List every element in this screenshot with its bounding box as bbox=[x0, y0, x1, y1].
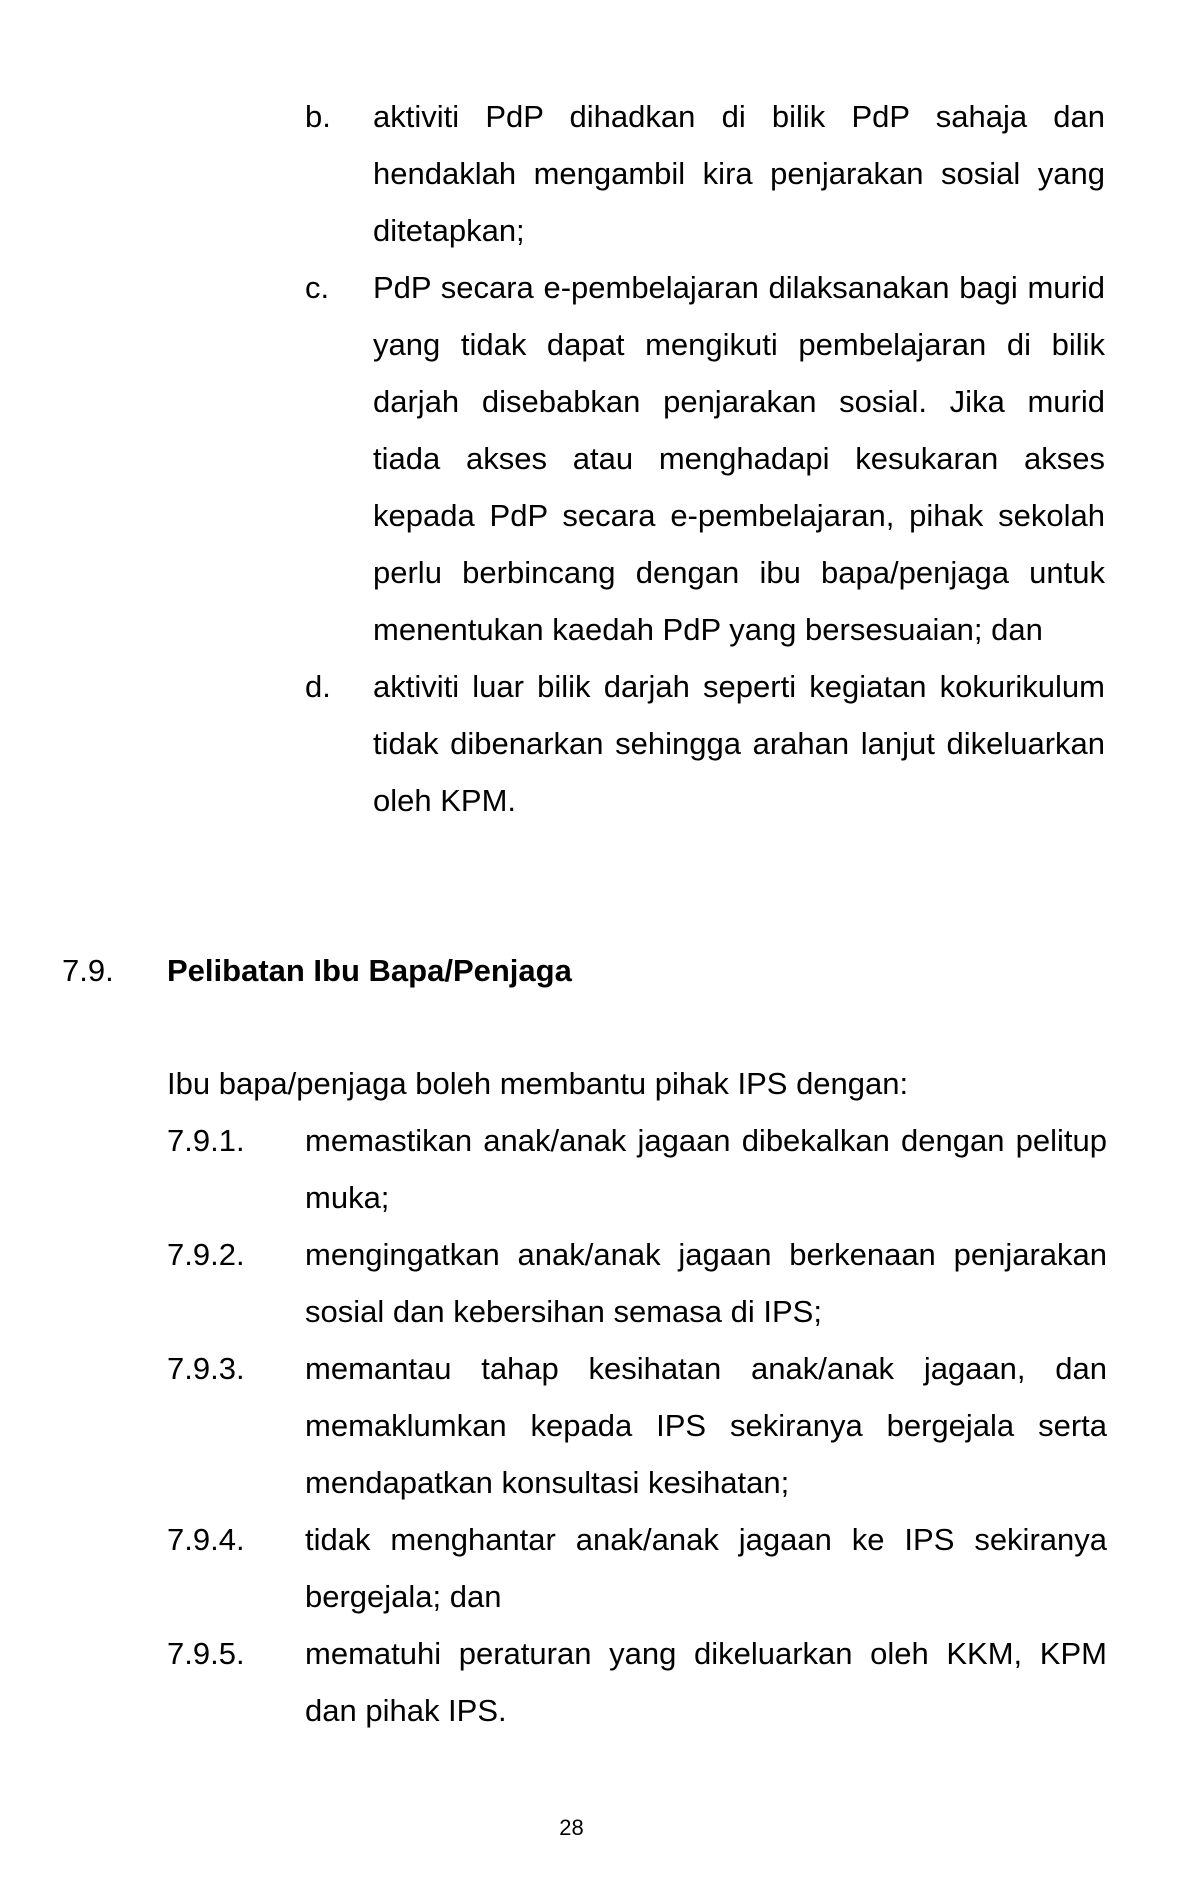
list-item bbox=[167, 1511, 1107, 1625]
list-item-marker: 7.9.3. bbox=[167, 1351, 245, 1386]
section-heading bbox=[62, 942, 1102, 999]
list-item bbox=[167, 1340, 1107, 1511]
list-item-text: mematuhi peraturan yang dikeluarkan oleh KKM, KPM dan pihak IPS. bbox=[305, 1636, 1107, 1728]
list-item bbox=[167, 1112, 1107, 1226]
list-item-text: tidak menghantar anak/anak jagaan ke IPS sekiranya bergejala; dan bbox=[305, 1522, 1107, 1614]
numbered-list bbox=[167, 1112, 1107, 1739]
section-number: 7.9. bbox=[62, 953, 114, 988]
list-item-marker: c. bbox=[305, 270, 330, 305]
list-item-text: memantau tahap kesihatan anak/anak jagaan, dan memaklumkan kepada IPS sekiranya bergejala serta mendapatkan konsultasi kesihatan; bbox=[305, 1351, 1107, 1500]
list-item-marker: b. bbox=[305, 99, 331, 134]
list-item bbox=[167, 1625, 1107, 1739]
list-item-text: memastikan anak/anak jagaan dibekalkan dengan pelitup muka; bbox=[305, 1123, 1107, 1215]
list-item-marker: d. bbox=[305, 669, 331, 704]
list-item-text: aktiviti luar bilik darjah seperti kegiatan kokurikulum tidak dibenarkan sehingga arahan lanjut dikeluarkan oleh KPM. bbox=[373, 669, 1105, 818]
list-item bbox=[305, 88, 1105, 259]
list-item bbox=[305, 658, 1105, 829]
lettered-list bbox=[305, 88, 1105, 829]
list-item-text: mengingatkan anak/anak jagaan berkenaan penjarakan sosial dan kebersihan semasa di IPS; bbox=[305, 1237, 1107, 1329]
list-item-marker: 7.9.5. bbox=[167, 1636, 245, 1671]
list-item-marker: 7.9.2. bbox=[167, 1237, 245, 1272]
list-item-text: aktiviti PdP dihadkan di bilik PdP sahaja dan hendaklah mengambil kira penjarakan sosial yang ditetapkan; bbox=[373, 99, 1105, 248]
list-item-marker: 7.9.1. bbox=[167, 1123, 245, 1158]
list-item-marker: 7.9.4. bbox=[167, 1522, 245, 1557]
list-item-text: PdP secara e-pembelajaran dilaksanakan bagi murid yang tidak dapat mengikuti pembelajaran di bilik darjah disebabkan penjarakan sosial. Jika murid tiada akses atau menghadapi kesukaran akses kepada PdP secara e-pembelajaran, pihak sekolah perlu berbincang dengan ibu bapa/penjaga untuk menentukan kaedah PdP yang bersesuaian; dan bbox=[373, 270, 1105, 647]
section-intro: Ibu bapa/penjaga boleh membantu pihak IPS dengan: bbox=[167, 1066, 909, 1101]
page-number: 28 bbox=[559, 1815, 584, 1840]
list-item bbox=[167, 1226, 1107, 1340]
section-title: Pelibatan Ibu Bapa/Penjaga bbox=[167, 953, 572, 988]
list-item bbox=[305, 259, 1105, 658]
